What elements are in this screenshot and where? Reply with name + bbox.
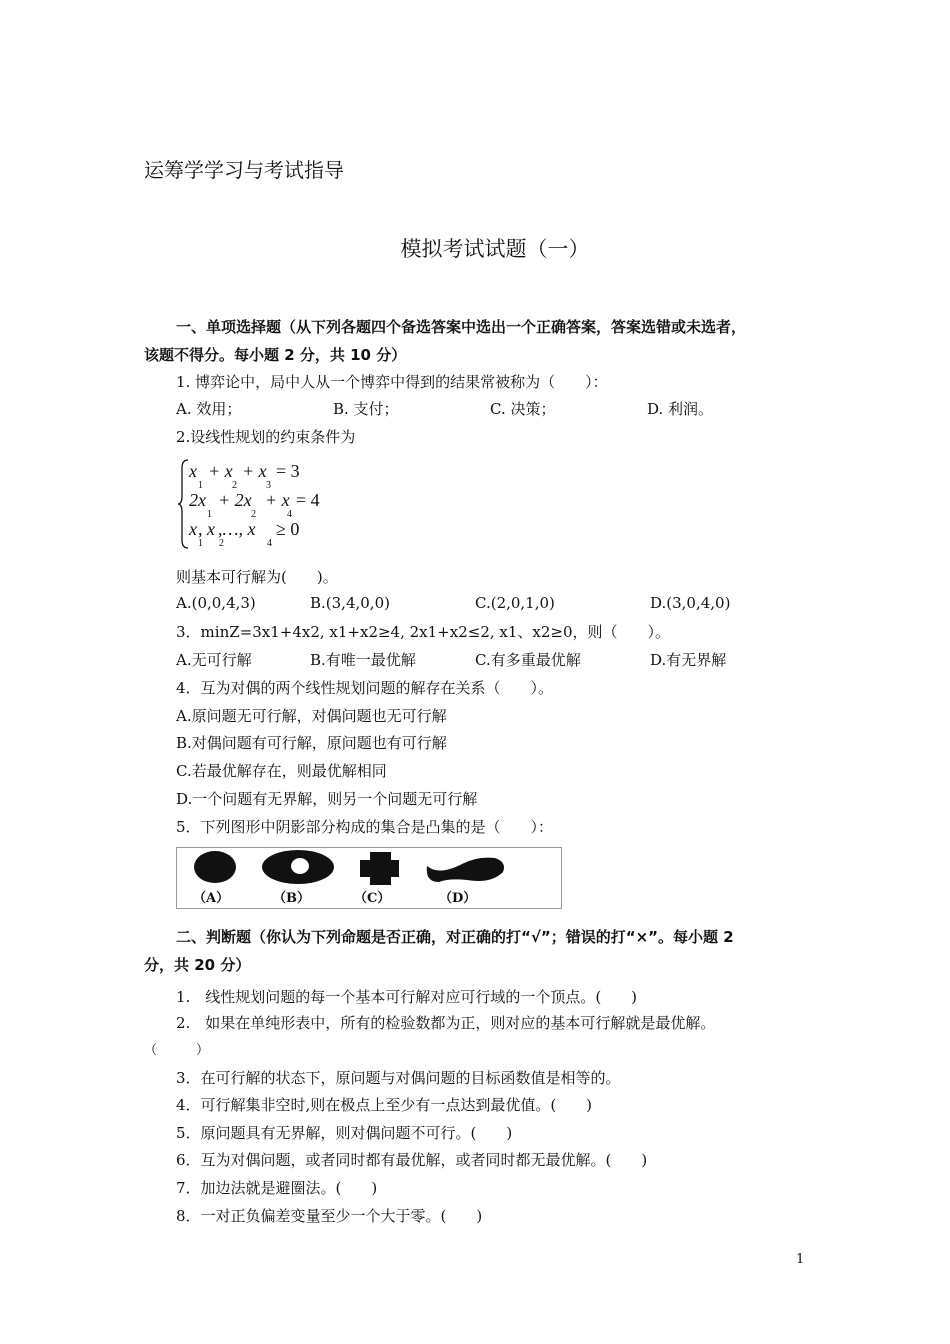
eq1-rhs: = 3 <box>276 461 300 481</box>
q1-option-c: C. 决策； <box>490 400 556 418</box>
eq1-term3: + x <box>242 461 267 481</box>
page-number: 1 <box>796 1252 805 1267</box>
q4-stem: 4．互为对偶的两个线性规划问题的解存在关系（ ）。 <box>176 679 554 697</box>
tf-item-2-blank: （ ） <box>144 1043 210 1058</box>
q5-stem: 5．下列图形中阴影部分构成的集合是凸集的是（ ）： <box>176 818 554 836</box>
section1-heading: 一、单项选择题（从下列各题四个备选答案中选出一个正确答案，答案选错或未选者， <box>176 318 747 336</box>
eq3-rhs: ≥ 0 <box>276 519 300 539</box>
q1-option-b: B. 支付； <box>333 400 399 418</box>
tf-item-1: 1. 线性规划问题的每一个基本可行解对应可行域的一个顶点。( ) <box>176 988 638 1006</box>
q2-ask: 则基本可行解为( )。 <box>176 568 338 586</box>
q4-option-b: B.对偶问题有可行解，原问题也有可行解 <box>176 734 447 752</box>
section2-heading-cont: 分，共 20 分） <box>144 956 251 974</box>
eq2-rhs: = 4 <box>296 490 320 510</box>
eq1-sub3: 3 <box>266 480 271 491</box>
q2-option-b: B.(3,4,0,0) <box>310 594 390 612</box>
eq2-term1: 2x <box>189 490 206 510</box>
tf-item-3: 3．在可行解的状态下，原问题与对偶问题的目标函数值是相等的。 <box>176 1069 621 1087</box>
shape-b-label: （B） <box>273 891 310 906</box>
tf-item-4: 4．可行解集非空时,则在极点上至少有一点达到最优值。( ) <box>176 1096 593 1114</box>
q4-option-d: D.一个问题有无界解，则另一个问题无可行解 <box>176 790 478 808</box>
eq1-sub2: 2 <box>232 480 237 491</box>
convex-set-figure <box>176 847 562 909</box>
page-title: 模拟考试试题（一） <box>400 237 590 261</box>
document-header: 运筹学学习与考试指导 <box>144 158 344 182</box>
q2-option-a: A.(0,0,4,3) <box>176 594 256 612</box>
q4-option-a: A.原问题无可行解，对偶问题也无可行解 <box>176 707 447 725</box>
eq1-term2: + x <box>208 461 233 481</box>
q1-option-a: A. 效用； <box>176 400 242 418</box>
shape-a-label: （A） <box>193 891 230 906</box>
eq2-term3: + x <box>265 490 290 510</box>
tf-item-6: 6．互为对偶问题，或者同时都有最优解，或者同时都无最优解。( ) <box>176 1151 648 1169</box>
shape-d-crescent <box>427 858 504 882</box>
shape-a-ellipse <box>194 851 236 883</box>
q2-option-c: C.(2,0,1,0) <box>475 594 555 612</box>
q3-option-b: B.有唯一最优解 <box>310 651 416 669</box>
eq2-sub2: 2 <box>251 509 256 520</box>
shape-d-label: （D） <box>439 891 477 906</box>
eq2-term2: + 2x <box>218 490 252 510</box>
q3-option-d: D.有无界解 <box>650 651 727 669</box>
eq2-sub1: 1 <box>207 509 212 520</box>
tf-item-7: 7．加边法就是避圈法。( ) <box>176 1179 378 1197</box>
shape-c-cross <box>360 852 399 885</box>
eq3-term1: x <box>189 519 197 539</box>
q1-stem: 1. 博弈论中，局中人从一个博弈中得到的结果常被称为（ ）： <box>176 373 608 391</box>
section2-heading: 二、判断题（你认为下列命题是否正确，对正确的打“√”；错误的打“×”。每小题 2 <box>176 928 734 946</box>
eq3-sub3: 4 <box>267 538 272 549</box>
eq1-term1: x <box>189 461 197 481</box>
eq2-sub3: 4 <box>287 509 292 520</box>
eq3-term2: , x <box>198 519 215 539</box>
q2-option-d: D.(3,0,4,0) <box>650 594 731 612</box>
eq3-sub1: 1 <box>198 538 203 549</box>
eq3-term3: ,…, x <box>218 519 256 539</box>
eq3-sub2: 2 <box>219 538 224 549</box>
shape-c-label: （C） <box>354 891 391 906</box>
q2-stem: 2.设线性规划的约束条件为 <box>176 428 356 446</box>
q3-option-c: C.有多重最优解 <box>475 651 581 669</box>
tf-item-8: 8．一对正负偏差变量至少一个大于零。( ) <box>176 1207 483 1225</box>
q3-option-a: A.无可行解 <box>176 651 252 669</box>
tf-item-2: 2. 如果在单纯形表中，所有的检验数都为正，则对应的基本可行解就是最优解。 <box>176 1014 716 1032</box>
tf-item-5: 5．原问题具有无界解，则对偶问题不可行。( ) <box>176 1124 513 1142</box>
q3-stem: 3．minZ=3x1+4x2, x1+x2≥4, 2x1+x2≤2, x1、x2≥0，则（ ）。 <box>176 623 671 641</box>
q1-option-d: D. 利润。 <box>647 400 714 418</box>
section1-heading-cont: 该题不得分。每小题 2 分，共 10 分） <box>144 346 407 364</box>
eq1-sub1: 1 <box>198 480 203 491</box>
q4-option-c: C.若最优解存在，则最优解相同 <box>176 762 387 780</box>
